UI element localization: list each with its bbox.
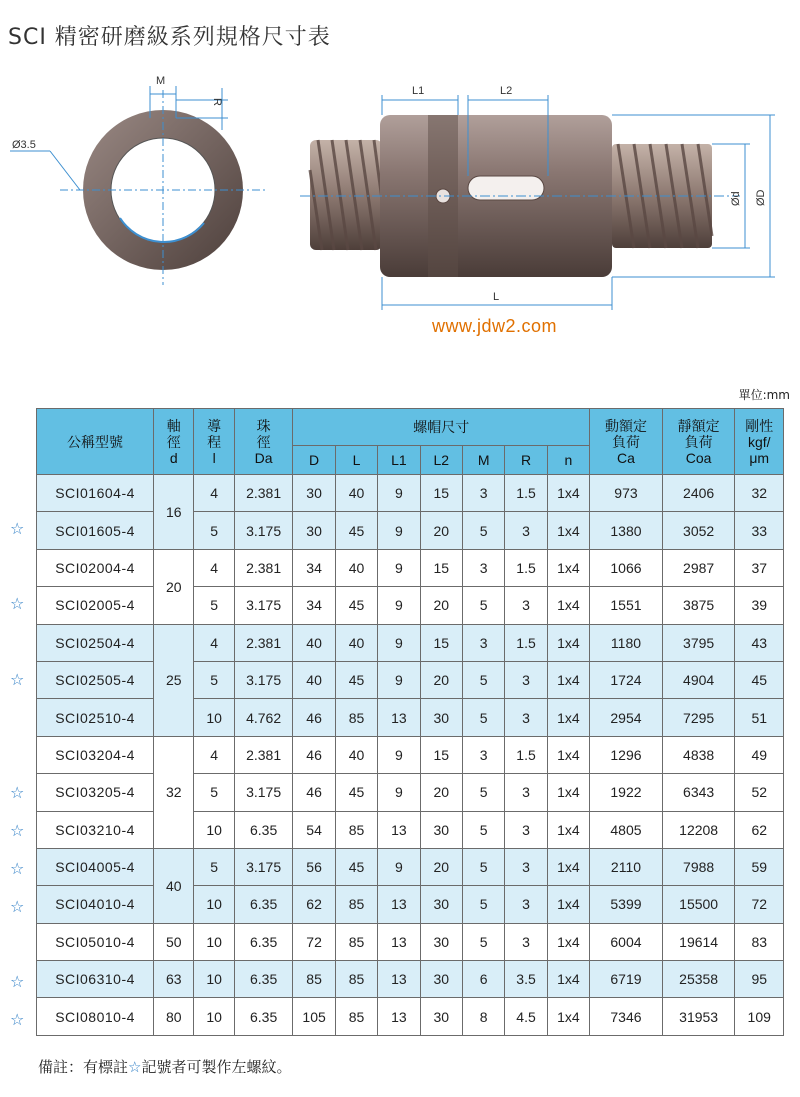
cell-shaft: 80 [154,998,194,1035]
cell-model: SCI02505-4 [37,661,154,698]
cell-model: SCI03210-4 [37,811,154,848]
cell-model: SCI06310-4 [37,961,154,998]
header-n: n [547,446,589,475]
cell-da: 6.35 [234,811,293,848]
cell-shaft: 40 [154,848,194,923]
cell-shaft: 50 [154,923,194,960]
cell-l1: 9 [378,475,420,512]
cell-d: 40 [293,624,335,661]
cell-n: 1x4 [547,923,589,960]
table-row [37,923,784,960]
cell-coa: 3795 [662,624,735,661]
cell-m: 5 [462,848,504,885]
table-row [37,961,784,998]
cell-n: 1x4 [547,774,589,811]
cell-l2: 30 [420,811,462,848]
cell-d: 34 [293,549,335,586]
cell-m: 5 [462,699,504,736]
cell-n: 1x4 [547,549,589,586]
header-dyn: 動額定 負荷 Ca [590,409,663,475]
cell-k: 52 [735,774,784,811]
cell-ca: 973 [590,475,663,512]
cell-model: SCI04005-4 [37,848,154,885]
cell-coa: 4904 [662,661,735,698]
cell-da: 6.35 [234,961,293,998]
table-row [37,699,784,736]
cell-coa: 3875 [662,587,735,624]
cell-l2: 30 [420,699,462,736]
cell-k: 83 [735,923,784,960]
cell-da: 2.381 [234,549,293,586]
cell-ca: 2110 [590,848,663,885]
cell-coa: 2406 [662,475,735,512]
cell-ca: 1380 [590,512,663,549]
left-thread-star-icon: ☆ [10,518,25,538]
cell-r: 3 [505,923,547,960]
cell-m: 3 [462,549,504,586]
cell-lead: 5 [194,661,234,698]
cell-coa: 25358 [662,961,735,998]
cell-m: 8 [462,998,504,1035]
header-stat: 靜額定 負荷 Coa [662,409,735,475]
table-row [37,549,784,586]
label-d: Ød [730,191,742,206]
cell-coa: 15500 [662,886,735,923]
cell-l: 45 [335,587,377,624]
cell-l2: 30 [420,886,462,923]
cell-r: 3 [505,886,547,923]
table-row [37,512,784,549]
cell-da: 6.35 [234,886,293,923]
cell-ca: 1296 [590,736,663,773]
cell-m: 5 [462,512,504,549]
cell-l1: 9 [378,736,420,773]
cell-l: 85 [335,886,377,923]
cell-da: 3.175 [234,661,293,698]
cell-coa: 4838 [662,736,735,773]
cell-l: 40 [335,475,377,512]
cell-d: 72 [293,923,335,960]
cell-l2: 15 [420,475,462,512]
cell-coa: 19614 [662,923,735,960]
cell-model: SCI08010-4 [37,998,154,1035]
cell-d: 30 [293,512,335,549]
table-row [37,587,784,624]
cell-m: 5 [462,811,504,848]
cell-n: 1x4 [547,624,589,661]
label-dia: Ø3.5 [12,139,36,151]
left-thread-star-icon: ☆ [10,858,25,878]
end-view [10,75,266,285]
cell-coa: 3052 [662,512,735,549]
cell-coa: 7988 [662,848,735,885]
cell-lead: 4 [194,624,234,661]
cell-l2: 20 [420,848,462,885]
cell-model: SCI02504-4 [37,624,154,661]
cell-n: 1x4 [547,998,589,1035]
cell-l: 45 [335,848,377,885]
header-shaft: 軸 徑 d [154,409,194,475]
cell-l: 85 [335,961,377,998]
cell-da: 2.381 [234,736,293,773]
cell-m: 3 [462,475,504,512]
cell-m: 6 [462,961,504,998]
table-row [37,624,784,661]
website-link: www.jdw2.com [432,316,558,336]
header-L1: L1 [378,446,420,475]
cell-d: 46 [293,774,335,811]
unit-label: 單位:mm [738,388,790,402]
cell-l1: 9 [378,661,420,698]
cell-n: 1x4 [547,736,589,773]
cell-k: 49 [735,736,784,773]
header-nut: 螺帽尺寸 [293,409,590,446]
cell-r: 1.5 [505,624,547,661]
cell-l: 85 [335,811,377,848]
cell-k: 39 [735,587,784,624]
left-thread-star-icon: ☆ [10,821,25,841]
cell-ca: 6004 [590,923,663,960]
header-ball: 珠 徑 Da [234,409,293,475]
label-r: R [211,98,223,106]
cell-l: 40 [335,736,377,773]
cell-m: 3 [462,736,504,773]
cell-model: SCI01604-4 [37,475,154,512]
cell-n: 1x4 [547,475,589,512]
header-rigid: 剛性 kgf/ μm [735,409,784,475]
cell-da: 3.175 [234,587,293,624]
cell-lead: 10 [194,961,234,998]
cell-ca: 1551 [590,587,663,624]
cell-l1: 9 [378,549,420,586]
cell-k: 109 [735,998,784,1035]
cell-l2: 20 [420,512,462,549]
table-row [37,998,784,1035]
cell-l1: 9 [378,774,420,811]
cell-l1: 9 [378,512,420,549]
cell-l1: 13 [378,961,420,998]
cell-d: 54 [293,811,335,848]
cell-n: 1x4 [547,661,589,698]
cell-ca: 1724 [590,661,663,698]
footnote: 備註：有標註☆記號者可製作左螺紋。 [38,1058,292,1076]
cell-l: 45 [335,774,377,811]
cell-da: 4.762 [234,699,293,736]
table-row [37,661,784,698]
cell-r: 1.5 [505,736,547,773]
cell-da: 2.381 [234,624,293,661]
cell-model: SCI03204-4 [37,736,154,773]
cell-l2: 15 [420,624,462,661]
cell-model: SCI03205-4 [37,774,154,811]
cell-r: 1.5 [505,549,547,586]
cell-m: 5 [462,923,504,960]
cell-l1: 13 [378,811,420,848]
cell-coa: 12208 [662,811,735,848]
cell-n: 1x4 [547,587,589,624]
table-row [37,475,784,512]
left-thread-star-icon: ☆ [10,1010,25,1030]
cell-lead: 10 [194,699,234,736]
cell-l2: 20 [420,774,462,811]
cell-model: SCI01605-4 [37,512,154,549]
cell-da: 6.35 [234,998,293,1035]
cell-ca: 1180 [590,624,663,661]
cell-lead: 10 [194,998,234,1035]
cell-lead: 4 [194,736,234,773]
cell-d: 46 [293,699,335,736]
cell-n: 1x4 [547,699,589,736]
cell-r: 3 [505,774,547,811]
cell-r: 3 [505,661,547,698]
star-icon: ☆ [128,1058,142,1076]
cell-k: 62 [735,811,784,848]
cell-k: 37 [735,549,784,586]
label-m: M [156,75,166,87]
cell-l: 45 [335,661,377,698]
cell-l2: 30 [420,998,462,1035]
cell-k: 45 [735,661,784,698]
cell-model: SCI05010-4 [37,923,154,960]
cell-da: 2.381 [234,475,293,512]
left-thread-star-icon: ☆ [10,669,25,689]
cell-k: 32 [735,475,784,512]
cell-m: 5 [462,661,504,698]
cell-r: 1.5 [505,475,547,512]
cell-da: 3.175 [234,848,293,885]
cell-model: SCI02005-4 [37,587,154,624]
cell-n: 1x4 [547,512,589,549]
table-row [37,811,784,848]
header-L2: L2 [420,446,462,475]
table-row [37,774,784,811]
table-row [37,736,784,773]
cell-shaft: 20 [154,549,194,624]
cell-ca: 4805 [590,811,663,848]
cell-r: 3 [505,587,547,624]
cell-ca: 7346 [590,998,663,1035]
left-thread-star-icon: ☆ [10,972,25,992]
cell-d: 105 [293,998,335,1035]
cell-n: 1x4 [547,811,589,848]
label-l: L [493,291,500,303]
cell-ca: 5399 [590,886,663,923]
cell-d: 46 [293,736,335,773]
cell-lead: 5 [194,848,234,885]
cell-l2: 30 [420,961,462,998]
cell-lead: 5 [194,512,234,549]
cell-lead: 10 [194,923,234,960]
cell-l2: 15 [420,549,462,586]
cell-coa: 6343 [662,774,735,811]
cell-coa: 7295 [662,699,735,736]
header-D: D [293,446,335,475]
cell-n: 1x4 [547,848,589,885]
cell-l1: 9 [378,624,420,661]
cell-lead: 5 [194,774,234,811]
cell-n: 1x4 [547,886,589,923]
cell-l2: 20 [420,661,462,698]
cell-d: 34 [293,587,335,624]
ball-nut-drawing [0,60,800,360]
table-row [37,848,784,885]
spec-table [36,408,784,1036]
cell-r: 3 [505,512,547,549]
cell-ca: 1922 [590,774,663,811]
page-title: SCI 精密研磨級系列規格尺寸表 [8,25,331,50]
cell-k: 59 [735,848,784,885]
cell-r: 3 [505,848,547,885]
cell-l1: 9 [378,587,420,624]
cell-d: 40 [293,661,335,698]
cell-l: 40 [335,549,377,586]
cell-lead: 5 [194,587,234,624]
cell-k: 43 [735,624,784,661]
cell-n: 1x4 [547,961,589,998]
cell-k: 51 [735,699,784,736]
cell-model: SCI04010-4 [37,886,154,923]
label-l2: L2 [500,85,513,97]
cell-l1: 13 [378,923,420,960]
cell-shaft: 63 [154,961,194,998]
cell-da: 3.175 [234,774,293,811]
cell-shaft: 32 [154,736,194,848]
left-thread-star-icon: ☆ [10,594,25,614]
cell-lead: 10 [194,886,234,923]
cell-l: 85 [335,699,377,736]
cell-r: 3 [505,811,547,848]
cell-lead: 4 [194,475,234,512]
cell-m: 5 [462,886,504,923]
cell-m: 3 [462,624,504,661]
cell-da: 6.35 [234,923,293,960]
cell-model: SCI02004-4 [37,549,154,586]
cell-r: 3.5 [505,961,547,998]
cell-k: 95 [735,961,784,998]
left-thread-star-icon: ☆ [10,896,25,916]
cell-l2: 20 [420,587,462,624]
label-bigd: ØD [755,189,767,206]
cell-k: 72 [735,886,784,923]
left-thread-star-icon: ☆ [10,783,25,803]
cell-l: 85 [335,923,377,960]
header-L: L [335,446,377,475]
cell-l: 45 [335,512,377,549]
cell-l1: 9 [378,848,420,885]
cell-ca: 6719 [590,961,663,998]
cell-coa: 31953 [662,998,735,1035]
cell-r: 3 [505,699,547,736]
cell-coa: 2987 [662,549,735,586]
cell-d: 62 [293,886,335,923]
cell-l: 40 [335,624,377,661]
cell-k: 33 [735,512,784,549]
cell-d: 85 [293,961,335,998]
spec-table-body [37,475,784,1036]
cell-l: 85 [335,998,377,1035]
header-R: R [505,446,547,475]
cell-model: SCI02510-4 [37,699,154,736]
cell-r: 4.5 [505,998,547,1035]
header-M: M [462,446,504,475]
cell-lead: 4 [194,549,234,586]
cell-m: 5 [462,774,504,811]
cell-d: 30 [293,475,335,512]
table-row [37,886,784,923]
cell-l1: 13 [378,886,420,923]
cell-l2: 30 [420,923,462,960]
header-model: 公稱型號 [37,409,154,475]
header-lead: 導 程 l [194,409,234,475]
cell-l1: 13 [378,998,420,1035]
cell-l1: 13 [378,699,420,736]
cell-shaft: 16 [154,475,194,550]
cell-da: 3.175 [234,512,293,549]
cell-d: 56 [293,848,335,885]
cell-ca: 1066 [590,549,663,586]
cell-l2: 15 [420,736,462,773]
cell-m: 5 [462,587,504,624]
side-view [300,85,775,310]
cell-lead: 10 [194,811,234,848]
label-l1: L1 [412,85,425,97]
cell-shaft: 25 [154,624,194,736]
cell-ca: 2954 [590,699,663,736]
